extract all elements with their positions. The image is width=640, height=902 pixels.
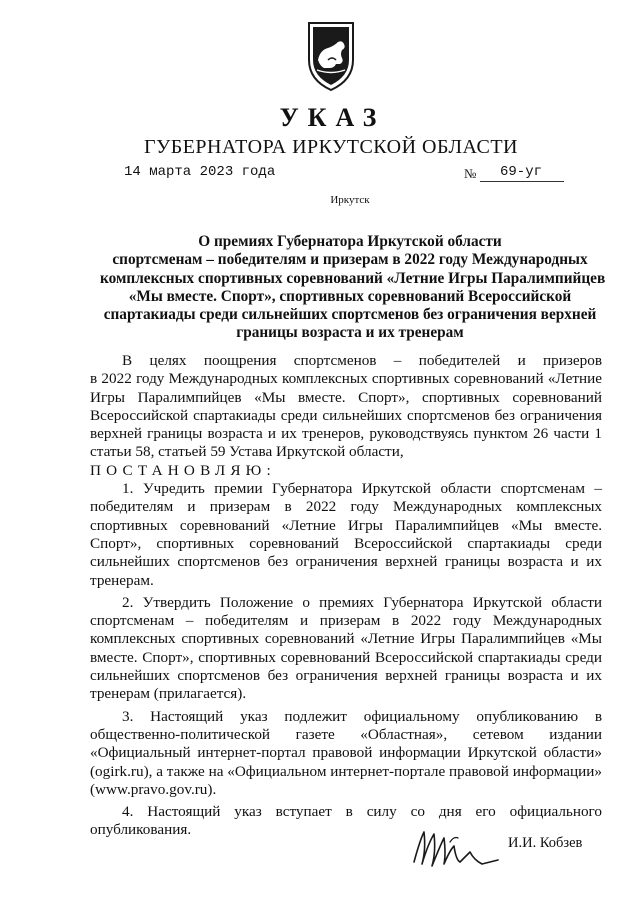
body-line: 4. Настоящий указ вступает в силу со дня его официального xyxy=(122,803,602,821)
body-line: Игры Паралимпийцев «Мы вместе. Спорт», спортивных соревнований xyxy=(90,388,602,406)
body-line: общественно-политической газете «Областная», сетевом издании xyxy=(90,725,602,743)
body-line: спортивных соревнований «Летние Игры Паралимпийцев «Мы вместе. xyxy=(90,516,602,534)
body-line: тренерам (прилагается). xyxy=(90,685,247,703)
document-body xyxy=(90,352,602,840)
body-line: Всероссийской спартакиады среди сильнейших спортсменов без ограничения xyxy=(90,406,602,424)
item-2 xyxy=(90,594,602,704)
handwritten-signature xyxy=(410,820,500,872)
heading-line: комплексных спортивных соревнований «Летние Игры Паралимпийцев xyxy=(100,269,606,287)
body-line: победителям и призерам в 2022 году Международных комплексных xyxy=(90,498,602,516)
body-line: спортсменам – победителям и призерам в 2022 году Международных xyxy=(90,612,602,630)
issue-city: Иркутск xyxy=(330,194,370,206)
body-line: вместе. Спорт», спортивных соревнований Всероссийской спартакиады среди xyxy=(90,648,602,666)
issuing-authority: ГУБЕРНАТОРА ИРКУТСКОЙ ОБЛАСТИ xyxy=(144,136,518,158)
signer-name: И.И. Кобзев xyxy=(508,835,583,851)
heading-line: «Мы вместе. Спорт», спортивных соревнований Всероссийской xyxy=(128,287,572,305)
heading-line: спортсменам – победителям и призерам в 2022 году Международных xyxy=(112,251,588,269)
item-3 xyxy=(90,708,602,799)
body-line: статьи 58, статьей 59 Устава Иркутской области, xyxy=(90,443,404,461)
heading-line: границы возраста и их тренерам xyxy=(236,324,464,342)
body-line: в 2022 году Международных комплексных спортивных соревнований «Летние xyxy=(90,370,602,388)
body-line: 3. Настоящий указ подлежит официальному опубликованию в xyxy=(122,707,602,725)
number-underline xyxy=(480,181,564,182)
body-line: тренерам. xyxy=(90,571,154,589)
body-line: 2. Утвердить Положение о премиях Губернатора Иркутской области xyxy=(122,593,602,611)
body-line: «Официальный интернет-портал правовой информации Иркутской области» xyxy=(90,744,602,762)
document-number: 69-уг xyxy=(500,164,543,180)
body-line: (ogirk.ru), а также на «Официальном интернет-портале правовой информации» xyxy=(90,762,602,780)
document-date: 14 марта 2023 года xyxy=(124,164,276,180)
body-line: сильнейших спортсменов без ограничения верхней границы возраста и их xyxy=(90,553,602,571)
document-type-title: УКАЗ xyxy=(279,103,386,132)
body-line: сильнейших спортсменов без ограничения верхней границы возраста и их xyxy=(90,667,602,685)
body-line: 1. Учредить премии Губернатора Иркутской области спортсменам – xyxy=(122,480,602,498)
body-line: Спорт», спортивных соревнований Всероссийской спартакиады среди xyxy=(90,534,602,552)
body-line: В целях поощрения спортсменов – победителей и призеров xyxy=(122,352,602,369)
resolve-word: ПОСТАНОВЛЯЮ: xyxy=(90,461,276,479)
preamble xyxy=(90,352,602,480)
heading-line: спартакиады среди сильнейших спортсменов без ограничения верхней xyxy=(103,306,597,324)
body-line: верхней границы возраста и их тренеров, руководствуясь пунктом 26 части 1 xyxy=(90,425,602,443)
heading-line: О премиях Губернатора Иркутской области xyxy=(198,233,502,250)
body-line: комплексных спортивных соревнований «Летние Игры Паралимпийцев «Мы xyxy=(90,630,602,648)
number-sign: № xyxy=(464,166,477,181)
body-line: (www.pravo.gov.ru). xyxy=(90,780,217,798)
coat-of-arms-emblem xyxy=(306,20,356,92)
item-1 xyxy=(90,480,602,590)
body-line: опубликования. xyxy=(90,821,192,839)
document-heading xyxy=(100,233,606,343)
